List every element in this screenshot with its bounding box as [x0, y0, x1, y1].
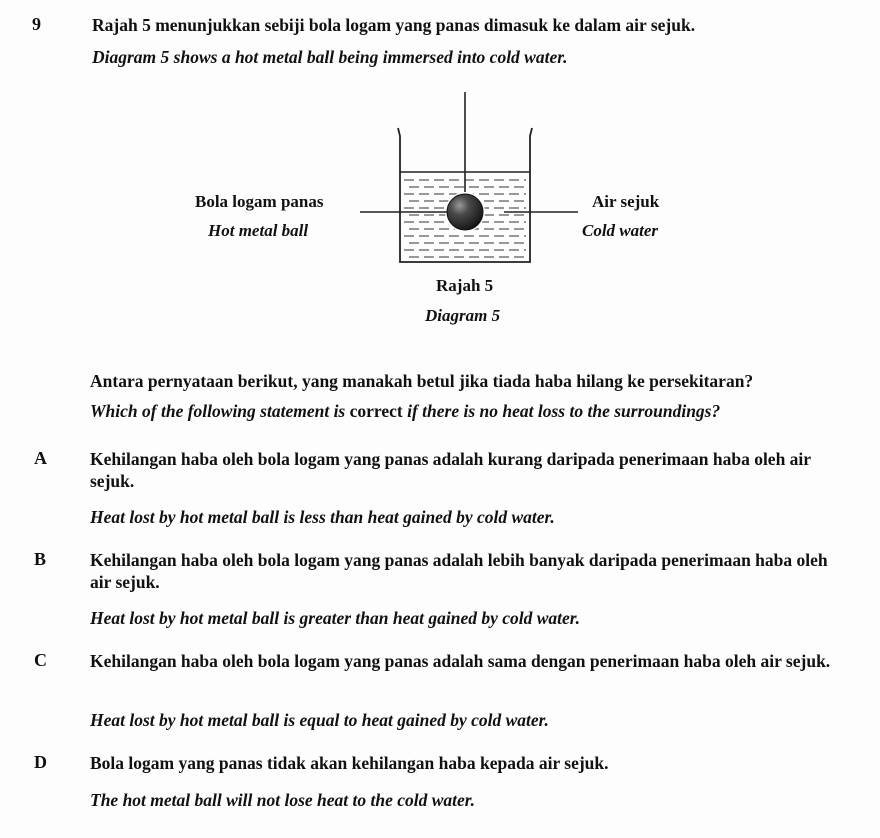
- stem-english-emphasis: correct: [349, 401, 403, 421]
- option-d-malay: Bola logam yang panas tidak akan kehilangan haba kepada air sejuk.: [90, 753, 609, 773]
- option-b-malay: Kehilangan haba oleh bola logam yang panas adalah lebih banyak daripada penerimaan haba oleh air sejuk.: [90, 550, 828, 592]
- water-label-malay: Air sejuk: [592, 192, 660, 211]
- option-c-malay: Kehilangan haba oleh bola logam yang panas adalah sama dengan penerimaan haba oleh air sejuk.: [90, 651, 831, 671]
- option-b-english: Heat lost by hot metal ball is greater than heat gained by cold water.: [90, 608, 580, 628]
- option-a-malay: Kehilangan haba oleh bola logam yang panas adalah kurang daripada penerimaan haba oleh air sejuk.: [90, 449, 811, 491]
- stem-english: Which of the following statement is correct if there is no heat loss to the surroundings?: [90, 401, 721, 421]
- water-label-english: Cold water: [582, 221, 659, 240]
- option-d-letter: D: [34, 752, 47, 772]
- question-intro-malay: Rajah 5 menunjukkan sebiji bola logam yang panas dimasuk ke dalam air sejuk.: [92, 15, 696, 35]
- diagram-caption-malay: Rajah 5: [436, 276, 494, 295]
- stem-malay: Antara pernyataan berikut, yang manakah betul jika tiada haba hilang ke persekitaran?: [90, 371, 754, 391]
- option-c-english: Heat lost by hot metal ball is equal to heat gained by cold water.: [90, 710, 549, 730]
- option-a-letter: A: [34, 448, 47, 468]
- stem-malay-emphasis: betul: [416, 371, 455, 391]
- question-number: 9: [32, 14, 41, 34]
- option-b-letter: B: [34, 549, 47, 569]
- ball-label-malay: Bola logam panas: [195, 192, 324, 211]
- ball-label-english: Hot metal ball: [208, 221, 309, 240]
- option-d-english: The hot metal ball will not lose heat to the cold water.: [90, 790, 476, 810]
- option-a-english: Heat lost by hot metal ball is less than heat gained by cold water.: [90, 507, 555, 527]
- question-intro-english: Diagram 5 shows a hot metal ball being immersed into cold water.: [92, 47, 568, 67]
- diagram-caption-english: Diagram 5: [425, 306, 501, 325]
- hot-metal-ball: [447, 194, 483, 230]
- option-c-letter: C: [34, 650, 47, 670]
